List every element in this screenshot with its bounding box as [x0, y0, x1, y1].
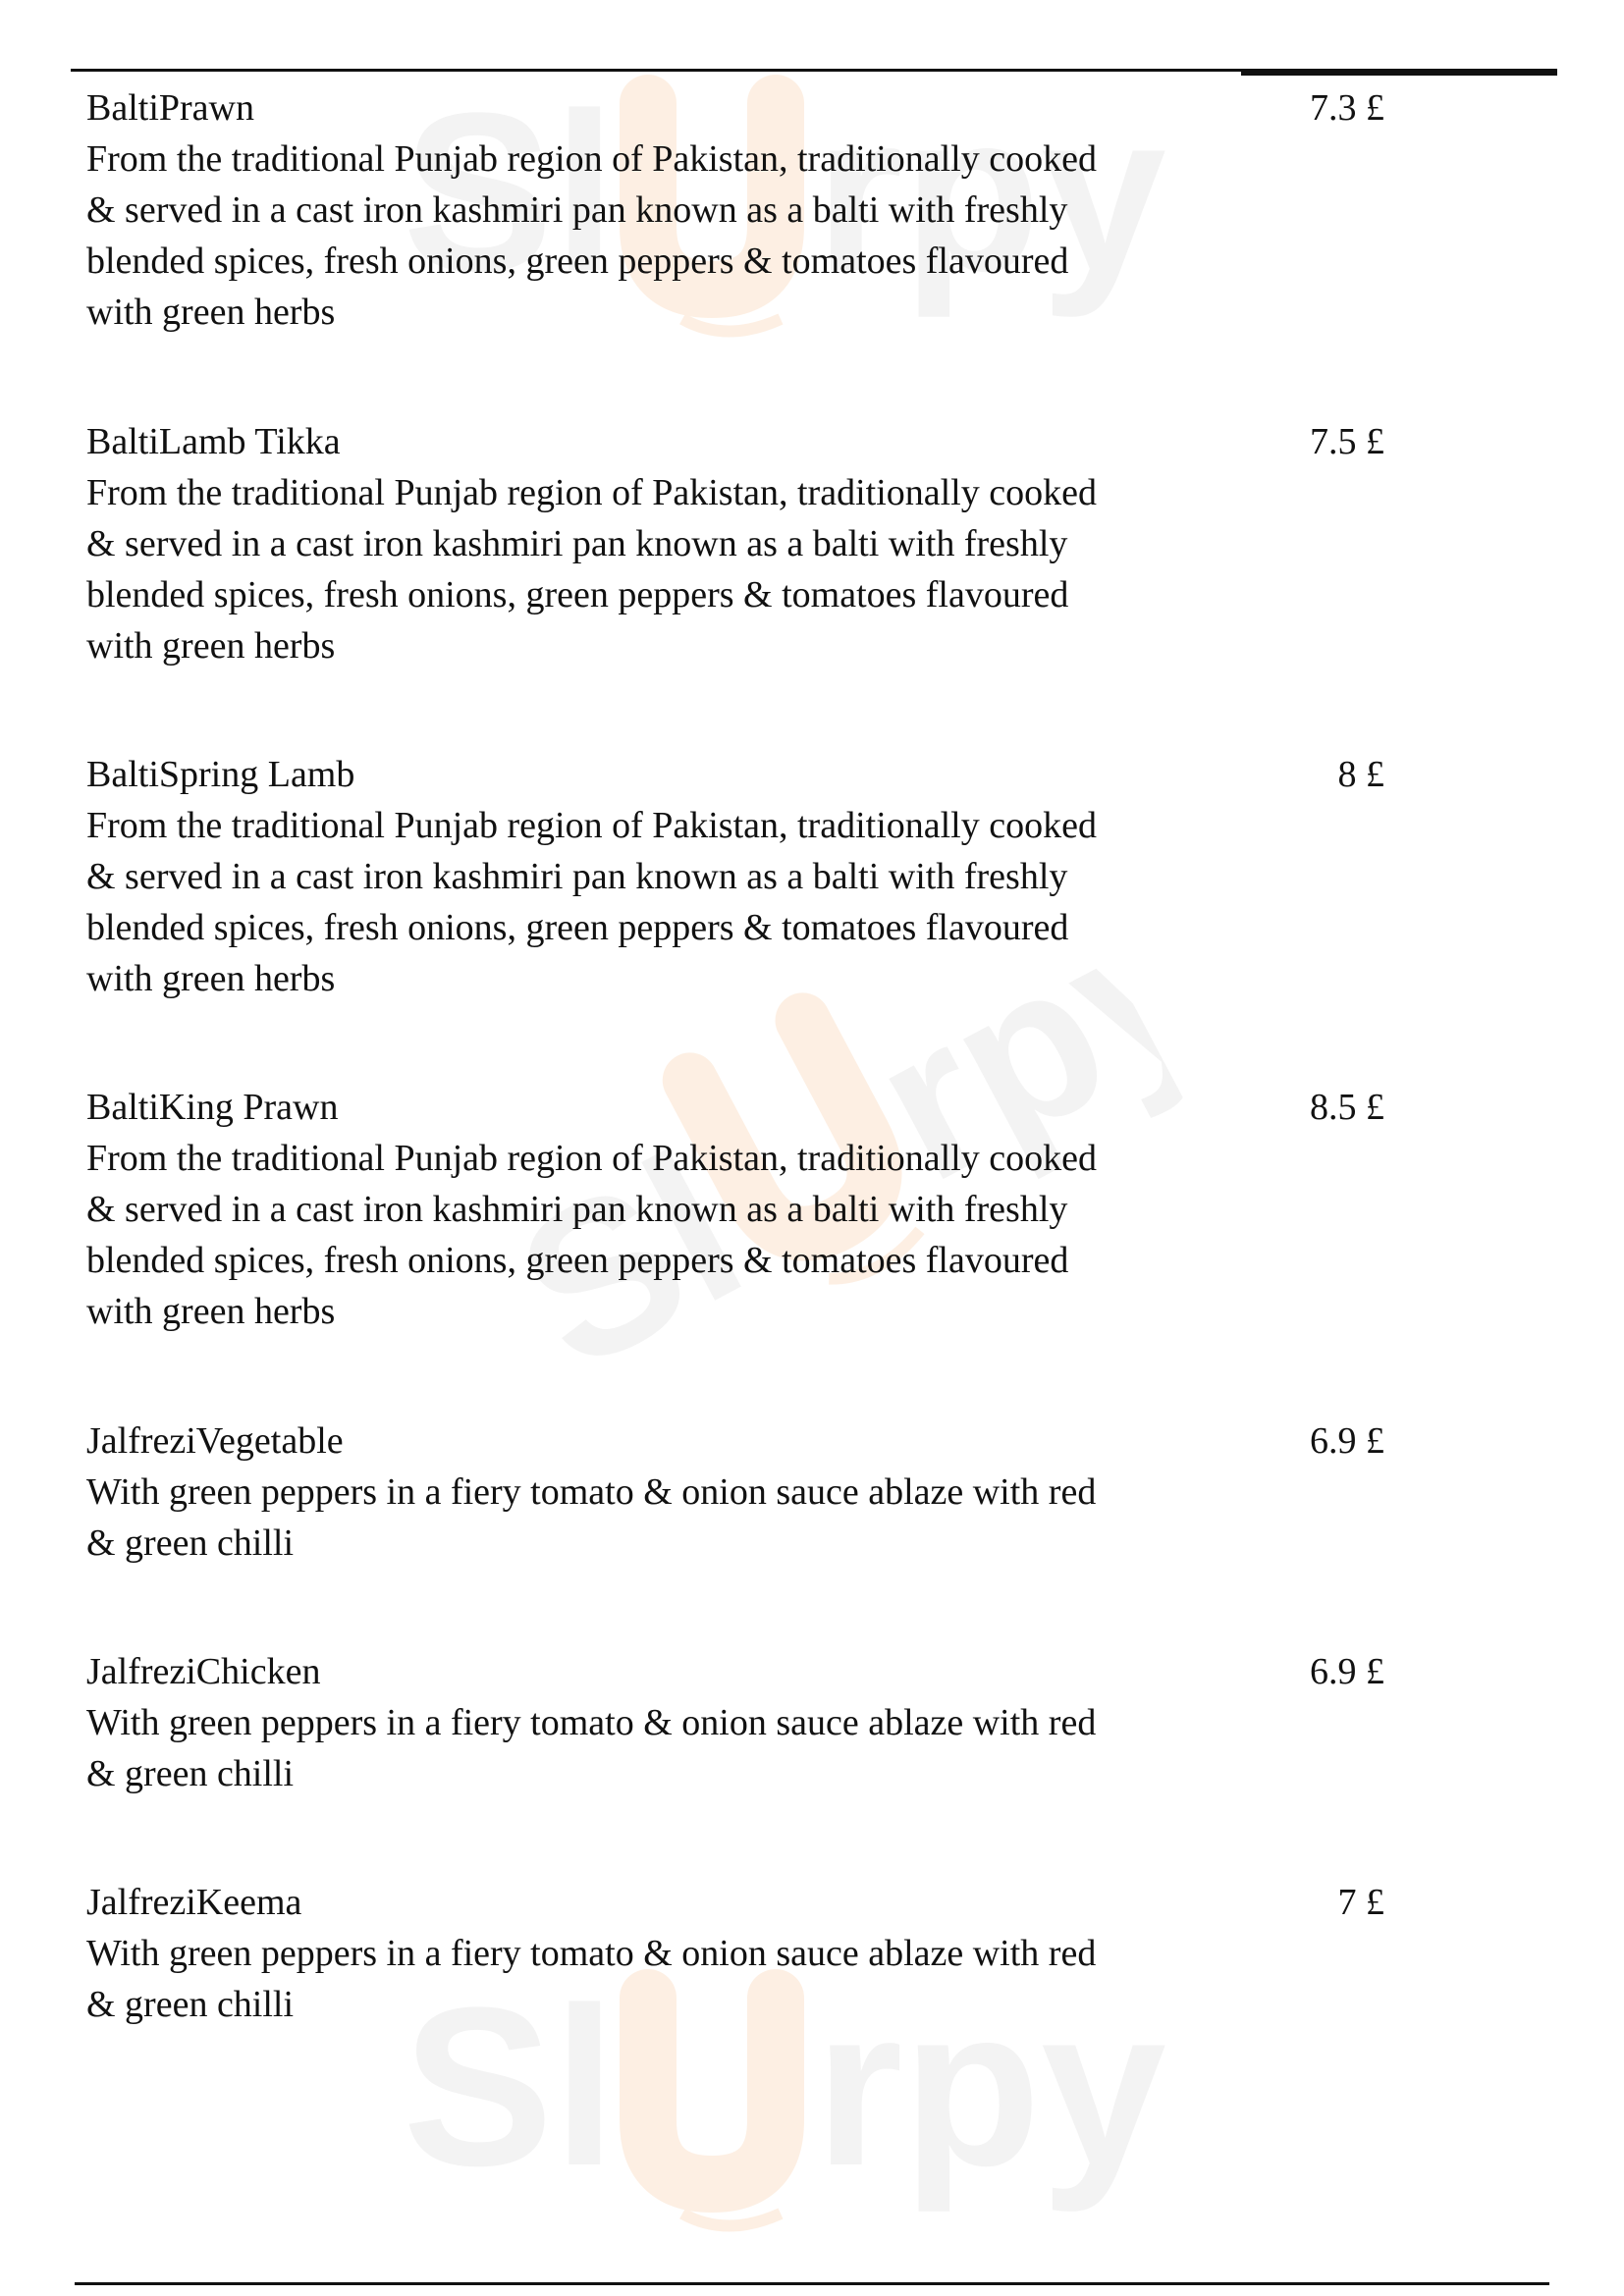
description-line: blended spices, fresh onions, green peppers & tomatoes flavoured	[86, 907, 1069, 948]
description-line: blended spices, fresh onions, green peppers & tomatoes flavoured	[86, 574, 1069, 615]
description-line: & served in a cast iron kashmiri pan known as a balti with freshly	[86, 1189, 1068, 1230]
menu-item-price: 6.9 £	[1310, 1651, 1384, 1692]
description-line: From the traditional Punjab region of Pakistan, traditionally cooked	[86, 805, 1097, 846]
menu-item-description	[86, 1133, 1225, 1337]
description-line: & green chilli	[86, 1753, 295, 1794]
menu-item-price: 7 £	[1337, 1882, 1384, 1923]
description-line: with green herbs	[86, 1291, 336, 1332]
description-line: & served in a cast iron kashmiri pan known as a balti with freshly	[86, 523, 1068, 564]
svg-text:rpy: rpy	[838, 855, 1249, 1227]
menu-item-price: 8 £	[1337, 754, 1384, 795]
menu-item-description	[86, 467, 1225, 671]
description-line: From the traditional Punjab region of Pakistan, traditionally cooked	[86, 1138, 1097, 1179]
menu-item-name: JalfreziVegetable	[86, 1420, 344, 1462]
svg-text:Sl: Sl	[403, 66, 617, 318]
menu-item-price: 6.9 £	[1310, 1420, 1384, 1462]
menu-item-description	[86, 133, 1225, 338]
svg-text:Sl: Sl	[403, 1960, 617, 2213]
svg-text:rpy: rpy	[815, 1960, 1166, 2213]
menu-item-description	[86, 1467, 1225, 1569]
description-line: & green chilli	[86, 1522, 295, 1564]
description-line: From the traditional Punjab region of Pakistan, traditionally cooked	[86, 138, 1097, 180]
menu-item-name: BaltiSpring Lamb	[86, 754, 355, 795]
description-line: From the traditional Punjab region of Pakistan, traditionally cooked	[86, 472, 1097, 513]
menu-item-price: 7.3 £	[1310, 87, 1384, 129]
description-line: & served in a cast iron kashmiri pan known as a balti with freshly	[86, 856, 1068, 897]
description-line: With green peppers in a fiery tomato & onion sauce ablaze with red	[86, 1933, 1097, 1974]
top-rule-thick-segment	[1241, 69, 1557, 76]
bottom-rule	[75, 2282, 1549, 2285]
description-line: With green peppers in a fiery tomato & onion sauce ablaze with red	[86, 1471, 1097, 1513]
menu-item-name: BaltiLamb Tikka	[86, 421, 341, 462]
description-line: blended spices, fresh onions, green peppers & tomatoes flavoured	[86, 1240, 1069, 1281]
description-line: with green herbs	[86, 292, 336, 333]
top-rule	[71, 69, 1241, 72]
menu-item-name: BaltiPrawn	[86, 87, 254, 129]
svg-text:Sl: Sl	[482, 1106, 777, 1416]
description-line: & green chilli	[86, 1984, 295, 2025]
menu-item-price: 7.5 £	[1310, 421, 1384, 462]
menu-item-description	[86, 1928, 1225, 2030]
menu-item-description	[86, 1697, 1225, 1799]
description-line: with green herbs	[86, 625, 336, 667]
description-line: & served in a cast iron kashmiri pan known as a balti with freshly	[86, 189, 1068, 231]
description-line: blended spices, fresh onions, green peppers & tomatoes flavoured	[86, 240, 1069, 282]
menu-item-description	[86, 800, 1225, 1004]
menu-item-name: JalfreziKeema	[86, 1882, 302, 1923]
svg-text:rpy: rpy	[815, 66, 1166, 318]
menu-item-price: 8.5 £	[1310, 1087, 1384, 1128]
description-line: With green peppers in a fiery tomato & onion sauce ablaze with red	[86, 1702, 1097, 1743]
menu-item-name: JalfreziChicken	[86, 1651, 321, 1692]
description-line: with green herbs	[86, 958, 336, 999]
menu-item-name: BaltiKing Prawn	[86, 1087, 339, 1128]
